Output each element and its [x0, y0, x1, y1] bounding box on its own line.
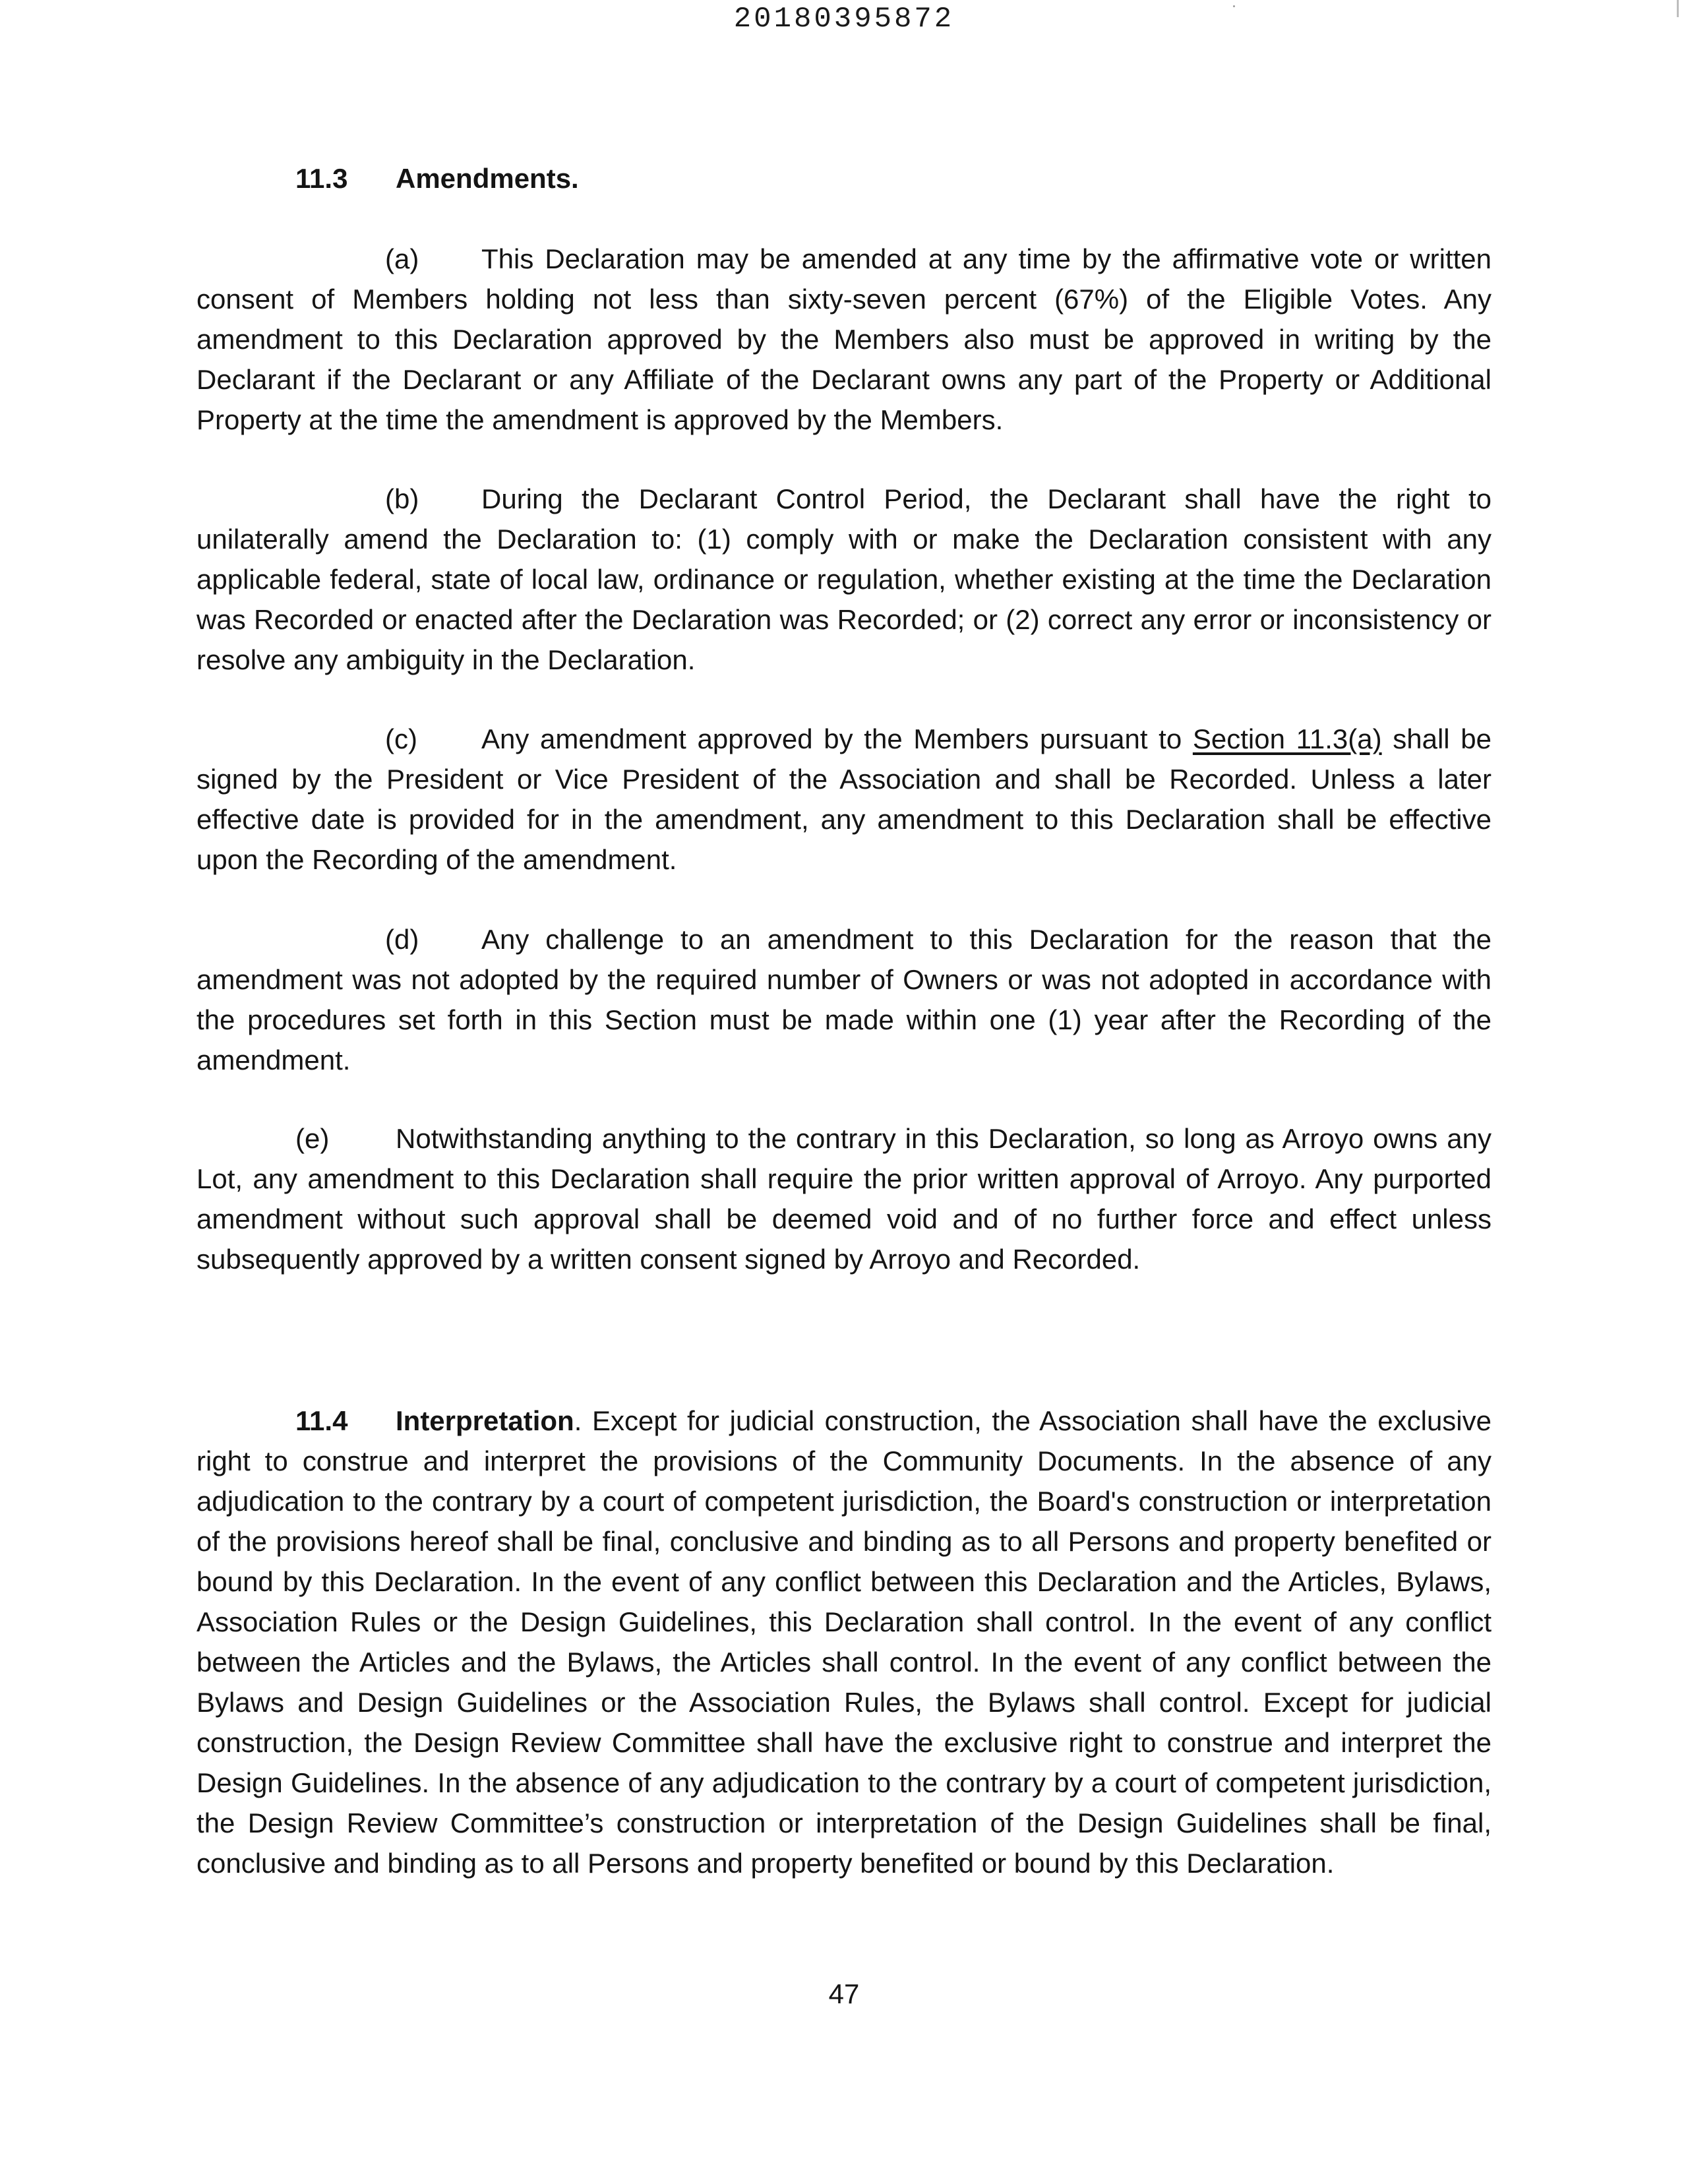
- paragraph-e: [196, 1118, 1492, 1279]
- paragraph-c-text-after: shall be signed by the President or Vice President of the Association and shall be Recorded. Unless a later effective date is provided for in the amendment, any amendment to this Declaration shall be effective upon the Recording of the amendment.: [196, 723, 1492, 875]
- paragraph-a-text: This Declaration may be amended at any time by the affirmative vote or written consent of Members holding not less than sixty-seven percent (67%) of the Eligible Votes. Any amendment to this Declaration approved by the Members also must be approved in writing by the Declarant if the Declarant or any Affiliate of the Declarant owns any part of the Property or Additional Property at the time the amendment is approved by the Members.: [196, 243, 1492, 435]
- paragraph-d-label: (d): [385, 924, 419, 955]
- section-11-3-title: Amendments.: [396, 163, 579, 194]
- paragraph-d-text: Any challenge to an amendment to this Declaration for the reason that the amendment was not adopted by the required number of Owners or was not adopted in accordance with the procedures set forth in this Section must be made within one (1) year after the Recording of the amendment.: [196, 924, 1492, 1076]
- paragraph-c-label: (c): [385, 723, 417, 754]
- section-11-4-text: . Except for judicial construction, the Association shall have the exclusive right to construe and interpret the provisions of the Community Documents. In the absence of any adjudication to the contrary by a court of competent jurisdiction, the Board's construction or interpretation of the provisions hereof shall be final, conclusive and binding as to all Persons and property benefited or bound by this Declaration. In the event of any conflict between this Declaration and the Articles, Bylaws, Association Rules or the Design Guidelines, this Declaration shall control. In the event of any conflict between the Articles and the Bylaws, the Articles shall control. In the event of any conflict between the Bylaws and Design Guidelines or the Association Rules, the Bylaws shall control. Except for judicial construction, the Design Review Committee shall have the exclusive right to construe and interpret the Design Guidelines. In the absence of any adjudication to the contrary by a court of competent jurisdiction, the Design Review Committee’s construction or interpretation of the Design Guidelines shall be final, conclusive and binding as to all Persons and property benefited or bound by this Declaration.: [196, 1405, 1492, 1879]
- paragraph-b-label: (b): [385, 483, 419, 514]
- section-11-4-number: 11.4: [295, 1405, 348, 1436]
- paragraph-b-text: During the Declarant Control Period, the Declarant shall have the right to unilaterally amend the Declaration to: (1) comply with or make the Declaration consistent with any applicable federal, state of local law, ordinance or regulation, whether existing at the time the Declaration was Recorded or enacted after the Declaration was Recorded; or (2) correct any error or inconsistency or resolve any ambiguity in the Declaration.: [196, 483, 1492, 675]
- paragraph-e-text: Notwithstanding anything to the contrary in this Declaration, so long as Arroyo owns any Lot, any amendment to this Declaration shall require the prior written approval of Arroyo. Any purported amendment without such approval shall be deemed void and of no further force and effect unless subsequently approved by a written consent signed by Arroyo and Recorded.: [196, 1123, 1492, 1275]
- section-11-3-number: 11.3: [295, 163, 348, 194]
- section-11-4-title: Interpretation: [396, 1405, 574, 1436]
- paragraph-e-label: (e): [295, 1123, 330, 1154]
- section-reference-link[interactable]: Section 11.3(a): [1192, 723, 1382, 754]
- page-number: 47: [828, 1978, 860, 2009]
- paragraph-c-text-before: Any amendment approved by the Members pursuant to: [481, 723, 1193, 754]
- scan-speck: [1233, 5, 1235, 7]
- paragraph-a: [196, 239, 1492, 440]
- paragraph-b: [196, 479, 1492, 680]
- paragraph-a-label: (a): [385, 243, 419, 274]
- paragraph-c: [196, 719, 1492, 880]
- scan-edge-mark: [1677, 0, 1679, 17]
- paragraph-d: [196, 919, 1492, 1080]
- recording-number: 20180395872: [733, 3, 955, 36]
- section-11-3-heading: [295, 158, 579, 198]
- section-11-4: [196, 1401, 1492, 1883]
